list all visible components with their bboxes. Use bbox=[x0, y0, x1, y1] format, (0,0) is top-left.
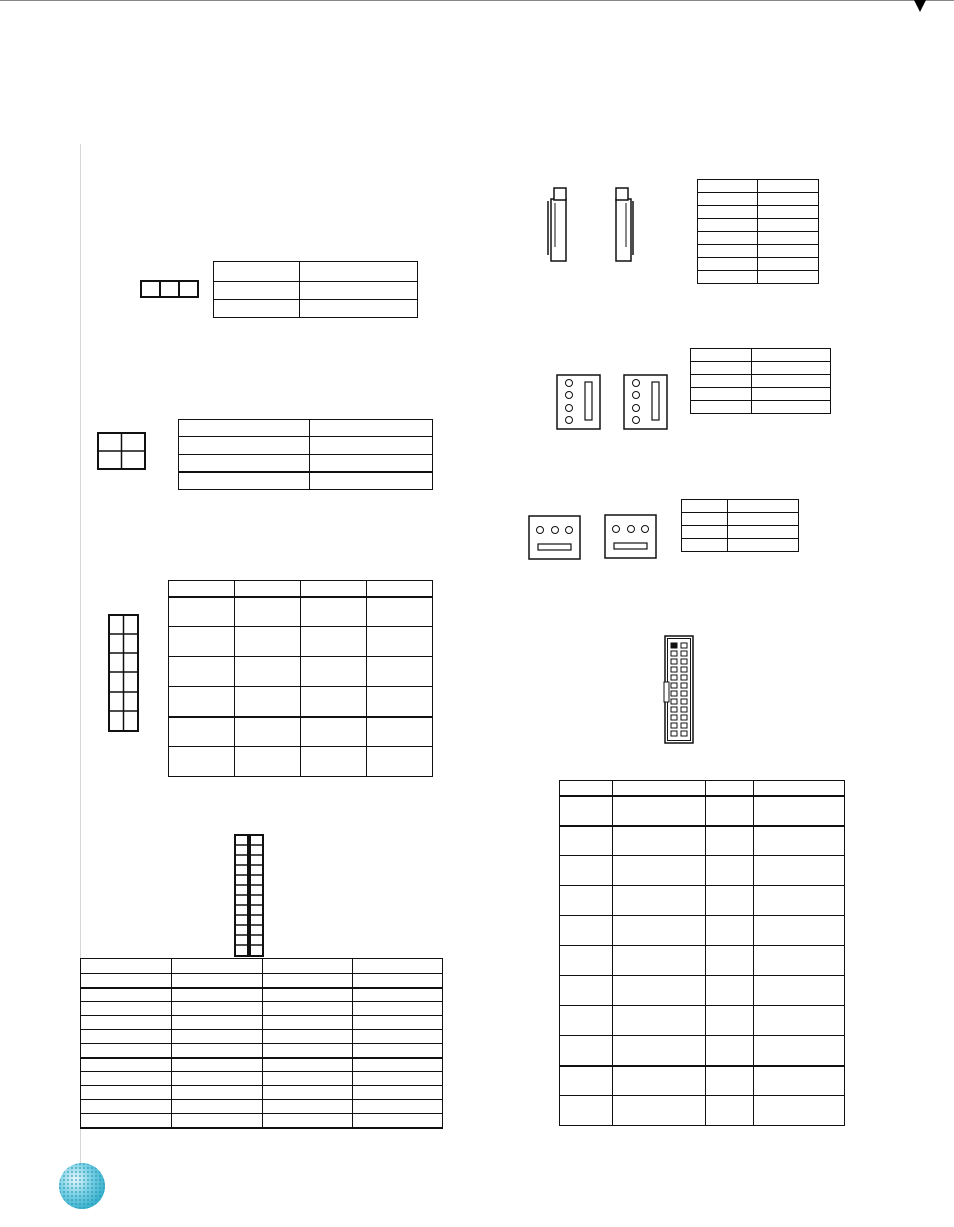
jumper-3pin-diagram bbox=[140, 280, 200, 300]
fan-3pin-table bbox=[681, 499, 799, 552]
fan-4pin-connector-2-diagram bbox=[623, 374, 669, 432]
power-2x2-table bbox=[178, 419, 433, 490]
atx-24pin-diagram bbox=[234, 834, 266, 958]
fan-3pin-connector-1-diagram bbox=[528, 515, 582, 561]
atx-24pin-table bbox=[80, 958, 443, 1129]
sata-table bbox=[697, 179, 819, 284]
fan-4pin-table bbox=[690, 348, 831, 414]
box-header-26pin-table bbox=[559, 780, 845, 1126]
jumper-3pin-table bbox=[213, 261, 418, 318]
power-2x2-diagram bbox=[97, 432, 147, 472]
power-2x6-diagram bbox=[108, 614, 140, 734]
power-2x6-table bbox=[168, 580, 433, 777]
sata-connector-2-diagram bbox=[612, 187, 636, 265]
corner-marker-icon bbox=[914, 0, 926, 14]
top-rule bbox=[0, 0, 954, 1]
fan-3pin-connector-2-diagram bbox=[604, 514, 658, 560]
sata-connector-1-diagram bbox=[546, 187, 570, 265]
globe-logo bbox=[58, 1162, 108, 1212]
box-header-26pin-diagram bbox=[664, 635, 696, 747]
fan-4pin-connector-1-diagram bbox=[556, 374, 602, 432]
